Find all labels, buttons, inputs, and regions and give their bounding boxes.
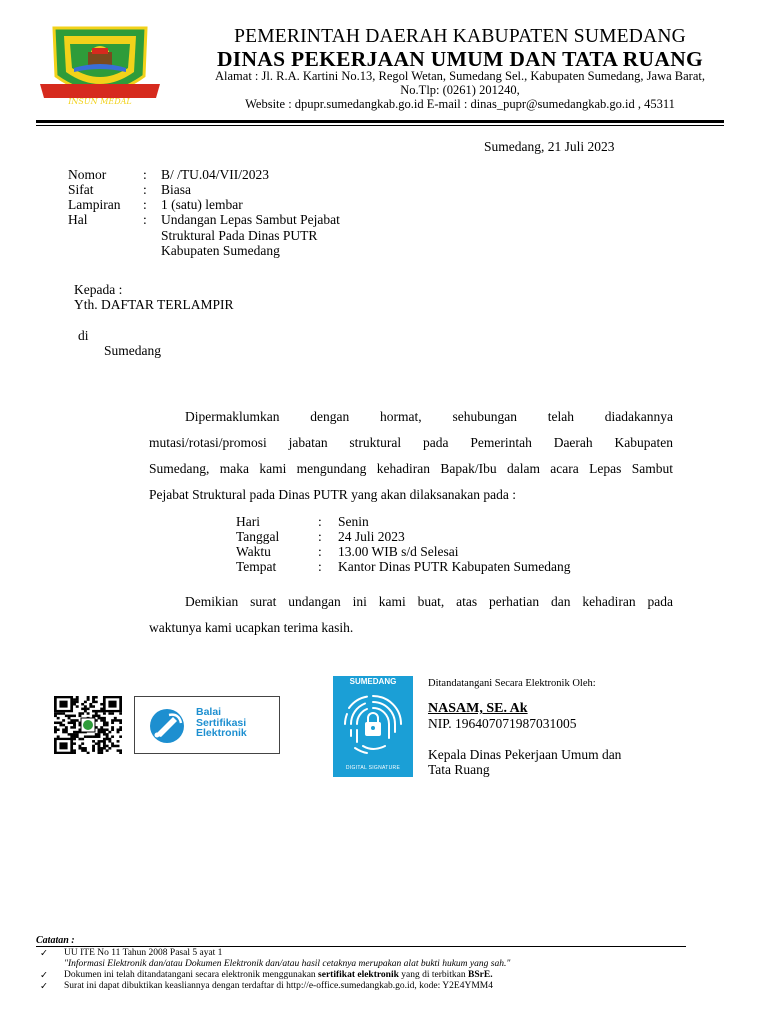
fingerprint-lock-icon (341, 692, 405, 756)
body-line: waktunya kami ucapkan terima kasih. (149, 620, 354, 635)
meta-colon: : (143, 167, 147, 182)
event-label-hari: Hari (236, 514, 260, 529)
meta-label-nomor: Nomor (68, 167, 107, 182)
event-colon: : (318, 529, 322, 544)
meta-colon: : (143, 212, 147, 227)
footer-note-3: Surat ini dapat dibuktikan keasliannya dengan terdaftar di http://e-office.sumedangkab.go.id, kode: Y2E4YMM4 (64, 981, 493, 991)
event-value-hari: Senin (338, 514, 369, 529)
body-paragraph-2 (149, 589, 673, 641)
recipient-city: Sumedang (104, 343, 161, 358)
body-line: Dipermaklumkan dengan hormat, sehubungan telah diadakannya (185, 409, 673, 424)
body-line: Sumedang, maka kami mengundang kehadiran Bapak/Ibu dalam acara Lepas Sambut (149, 461, 673, 476)
signer-position-line: Kepala Dinas Pekerjaan Umum dan (428, 747, 622, 762)
event-label-waktu: Waktu (236, 544, 271, 559)
digital-signature-badge (333, 676, 413, 777)
bsre-line: Balai (196, 706, 222, 718)
body-line: Pejabat Struktural pada Dinas PUTR yang akan dilaksanakan pada : (149, 487, 517, 502)
check-icon: ✓ (40, 970, 48, 981)
bsre-text (196, 707, 247, 739)
catatan-label: Catatan : (36, 935, 75, 946)
signer-nip: NIP. 196407071987031005 (428, 716, 577, 731)
event-value-waktu: 13.00 WIB s/d Selesai (338, 544, 459, 559)
letterhead-rule-thin (36, 125, 724, 126)
meta-label-sifat: Sifat (68, 182, 94, 197)
qr-code (54, 696, 122, 754)
org-line-1: PEMERINTAH DAERAH KABUPATEN SUMEDANG (234, 26, 686, 47)
event-label-tempat: Tempat (236, 559, 277, 574)
meta-label-lampiran: Lampiran (68, 197, 121, 212)
footer-note-1: UU ITE No 11 Tahun 2008 Pasal 5 ayat 1 (64, 948, 223, 958)
note2-text: yang di terbitkan (398, 970, 469, 980)
recipient-kepada: Kepada : (74, 282, 123, 297)
bsre-emblem-icon (143, 707, 191, 745)
note2-bold: BSrE. (468, 970, 493, 980)
meta-value-lampiran: 1 (satu) lembar (161, 197, 243, 212)
meta-colon: : (143, 182, 147, 197)
event-value-tanggal: 24 Juli 2023 (338, 529, 405, 544)
letterhead-rule-thick (36, 120, 724, 123)
badge-footer: DIGITAL SIGNATURE (345, 765, 401, 771)
address-line-3: Website : dpupr.sumedangkab.go.id E-mail : dinas_pupr@sumedangkab.go.id , 45311 (245, 97, 675, 111)
meta-value-hal-cont: Struktural Pada Dinas PUTR (161, 228, 318, 243)
body-paragraph-1 (149, 404, 673, 508)
meta-label-hal: Hal (68, 212, 88, 227)
body-line: Demikian surat undangan ini kami buat, atas perhatian dan kehadiran pada (185, 594, 673, 609)
event-colon: : (318, 514, 322, 529)
meta-value-hal-cont: Kabupaten Sumedang (161, 243, 280, 258)
event-label-tanggal: Tanggal (236, 529, 280, 544)
footer-note-2 (64, 970, 493, 981)
signer-position (428, 747, 688, 777)
badge-title: SUMEDANG (349, 677, 397, 686)
check-icon: ✓ (40, 981, 48, 992)
address-line-2: No.Tlp: (0261) 201240, (400, 83, 520, 97)
address-line-1: Alamat : Jl. R.A. Kartini No.13, Regol Wetan, Sumedang Sel., Kabupaten Sumedang, Jawa Barat, (215, 69, 705, 83)
footer-rule (36, 946, 686, 947)
bsre-line: Elektronik (196, 727, 247, 739)
meta-colon: : (143, 197, 147, 212)
meta-value-hal: Undangan Lepas Sambut Pejabat (161, 212, 340, 227)
signer-name: NASAM, SE. Ak (428, 701, 528, 716)
recipient-name: Yth. DAFTAR TERLAMPIR (74, 297, 234, 312)
meta-value-nomor: B/ /TU.04/VII/2023 (161, 167, 269, 182)
letter-date: Sumedang, 21 Juli 2023 (484, 139, 615, 154)
signer-position-line: Tata Ruang (428, 762, 490, 777)
emblem-motto: INSUN MEDAL (68, 97, 132, 106)
note2-text: Dokumen ini telah ditandatangani secara elektronik menggunakan (64, 970, 319, 980)
signed-by-label: Ditandatangani Secara Elektronik Oleh: (428, 678, 596, 689)
meta-value-sifat: Biasa (161, 182, 191, 197)
event-value-tempat: Kantor Dinas PUTR Kabupaten Sumedang (338, 559, 571, 574)
footer-note-1-quote: "Informasi Elektronik dan/atau Dokumen Elektronik dan/atau hasil cetaknya merupakan alat bukti hukum yang sah." (64, 959, 511, 969)
note2-bold: sertifikat elektronik (318, 970, 399, 980)
bsre-line: Sertifikasi (196, 716, 247, 729)
body-line: mutasi/rotasi/promosi jabatan struktural pada Pemerintah Daerah Kabupaten (149, 435, 673, 450)
event-colon: : (318, 559, 322, 574)
recipient-di: di (78, 328, 89, 343)
org-line-2: DINAS PEKERJAAN UMUM DAN TATA RUANG (216, 47, 704, 71)
event-colon: : (318, 544, 322, 559)
check-icon: ✓ (40, 948, 48, 959)
regency-emblem-logo (36, 22, 164, 114)
